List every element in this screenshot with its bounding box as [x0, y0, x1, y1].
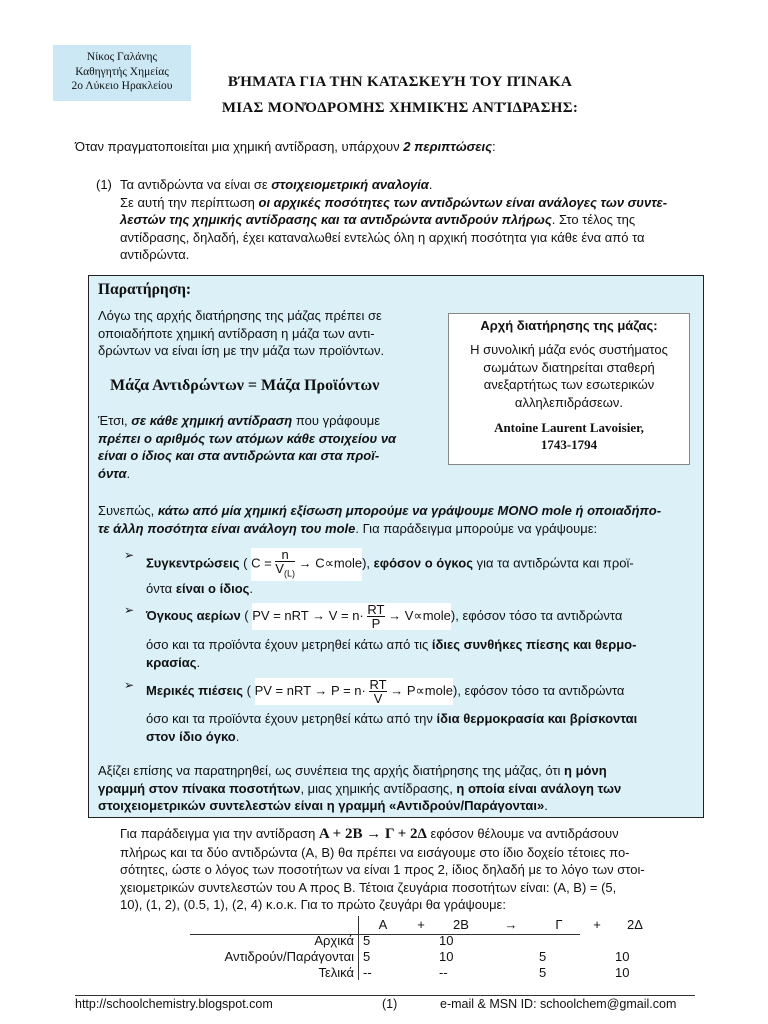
bullet-volumes: Όγκους αερίων ( PV = nRT → V = n· $\frac{RT}{P}$ → V∝mole), εφόσον τόσο τα αντιδρώντα	[146, 602, 623, 631]
table-header-cell: Α	[359, 916, 408, 932]
lavoisier-body: Η συνολική μάζα ενός συστήματος σωμάτων διατηρείται σταθερή ανεξαρτήτως των εσωτερικών αλληλεπιδράσεων.	[470, 342, 668, 410]
table-cell: 5	[539, 948, 547, 964]
table-cell: --	[439, 964, 448, 980]
table-cell: Τελικά	[318, 964, 354, 980]
table-cell: 10	[615, 948, 630, 964]
table-header-cell: +	[417, 916, 425, 932]
table-cell	[583, 964, 611, 980]
note-p3: Συνεπώς, κάτω από μία χημική εξίσωση μπορούμε να γράψουμε ΜΟΝΟ mole ή οποιαδήπο- τε άλλη ποσότητα είναι ανάλογη του mole. Για παράδειγμα μπορούμε να γράψουμε:	[98, 503, 662, 536]
formula-pressure: PV = nRT → P = n· $\frac{RT}{V}$ → P∝mole	[254, 677, 453, 706]
table-header-cell: Γ	[555, 916, 563, 932]
table-cell	[407, 948, 435, 964]
table-row	[190, 948, 659, 964]
author-name: Νίκος Γαλάνης	[86, 51, 158, 63]
table-cell: 10	[439, 948, 454, 964]
table-header-cell: +	[593, 916, 601, 932]
bullet-arrow-icon: ➢	[124, 548, 135, 562]
footer-divider	[75, 995, 695, 996]
table-cell: 5	[359, 948, 408, 964]
table-cell: 5	[539, 964, 547, 980]
formula-volume: PV = nRT → V = n· $\frac{RT}{P}$ → V∝mole	[252, 602, 451, 631]
author-box	[53, 45, 191, 101]
table-header-row	[190, 916, 659, 932]
lavoisier-heading: Αρχή διατήρησης της μάζας:	[480, 318, 658, 333]
case1-text: Τα αντιδρώντα να είναι σε στοιχειομετρική αναλογία. Σε αυτή την περίπτωση οι αρχικές ποσότητες των αντιδρώντων είναι ανάλογες των συντε- λεστών της χημικής αντίδρασης και τα αντιδρώντα αντιδρούν πλήρως. Στο τέλος της αντίδρασης, δηλαδή, έχει καταναλωθεί εντελώς όλη η αρχική ποσότητα για κάθε ένα από τα αντιδρώντα.	[120, 177, 668, 262]
table-cell	[583, 932, 611, 948]
lavoisier-box	[448, 313, 690, 465]
table-row	[190, 932, 659, 948]
table-cell	[487, 932, 535, 948]
bullet-concentrations-l2: όντα είναι ο ίδιος.	[146, 581, 254, 596]
table-cell	[407, 964, 435, 980]
table-row	[190, 964, 659, 980]
table-header-cell: 2Β	[453, 916, 469, 932]
example-paragraph: Για παράδειγμα για την αντίδραση Α + 2Β → Γ + 2Δ εφόσον θέλουμε να αντιδράσουν πλήρως και τα δύο αντιδρώντα (Α, Β) θα πρέπει να εισάγουμε στο ίδιο δοχείο τέτοιες πο- σότητες, ώστε ο λόγος των ποσοτήτων να είναι 1 προς 2, ίδιος δηλαδή με το λόγο των στοι- χειομετρικών συντελεστών του Α προς Β. Τέτοια ζευγάρια ποσοτήτων είναι: (Α, Β) = (5, 10), (1, 2), (0.5, 1), (2, 4) κ.ο.κ. Για το πρώτο ζευγάρι θα γράψουμε:	[120, 826, 645, 912]
table-cell: 5	[359, 932, 408, 948]
table-cell	[487, 948, 535, 964]
bullet-volumes-l2: όσο και τα προϊόντα έχουν μετρηθεί κάτω από τις ίδιες συνθήκες πίεσης και θερμο- κρασίας.	[146, 637, 637, 670]
table-cell	[487, 964, 535, 980]
intro-paragraph: Όταν πραγματοποιείται μια χημική αντίδραση, υπάρχουν 2 περιπτώσεις:	[75, 139, 496, 154]
table-cell	[583, 948, 611, 964]
bullet-pressures: Μερικές πιέσεις ( PV = nRT → P = n· $\frac{RT}{V}$ → P∝mole), εφόσον τόσο τα αντιδρώντα	[146, 677, 625, 706]
author-role: Καθηγητής Χημείας	[75, 65, 169, 78]
footer-url[interactable]: http://schoolchemistry.blogspot.com	[75, 997, 273, 1011]
table-cell	[407, 932, 435, 948]
table-header-cell	[190, 916, 359, 932]
table-cell: 10	[439, 932, 454, 948]
note-p4: Αξίζει επίσης να παρατηρηθεί, ως συνέπεια της αρχής διατήρησης της μάζας, ότι η μόνη γραμμή στον πίνακα ποσοτήτων, μιας χημικής αντίδρασης, η οποία είναι ανάλογη των στοιχειομετρικών συντελεστών είναι η γραμμή «Αντιδρούν/Παράγονται».	[98, 763, 622, 813]
bullet-arrow-icon: ➢	[124, 678, 135, 692]
lavoisier-author: Antoine Laurent Lavoisier, 1743-1794	[494, 420, 644, 452]
title-line-1: ΒΉΜΑΤΑ ΓΙΑ ΤΗΝ ΚΑΤΑΣΚΕΥΉ ΤΟΥ ΠΊΝΑΚΑ	[227, 74, 573, 90]
note-p2: Έτσι, σε κάθε χημική αντίδραση που γράφουμε πρέπει ο αριθμός των ατόμων κάθε στοιχείου να είναι ο ίδιος και στα αντιδρώντα και στα προϊ- όντα.	[98, 413, 397, 481]
table-header-cell: 2Δ	[627, 916, 643, 932]
case1-num: (1)	[96, 177, 112, 192]
bullet-concentrations: Συγκεντρώσεις ( C = $\frac{n}{V_{(L)}}$ → C∝mole), εφόσον ο όγκος για τα αντιδρώντα και προϊ-	[146, 547, 634, 579]
table-cell: Αντιδρούν/Παράγονται	[224, 948, 354, 964]
table-cell: Αρχικά	[314, 932, 354, 948]
mass-equation: Μάζα Αντιδρώντων = Μάζα Προϊόντων	[110, 377, 380, 394]
note-p1: Λόγω της αρχής διατήρησης της μάζας πρέπει σε οποιαδήποτε χημική αντίδραση η μάζα των αντι- δρώντων να είναι ίση με την μάζα των προϊόντων.	[98, 308, 385, 358]
bullet-pressures-l2: όσο και τα προϊόντα έχουν μετρηθεί κάτω από την ίδια θερμοκρασία και βρίσκονται στον ίδιο όγκο.	[146, 711, 638, 744]
footer-email[interactable]: e-mail & MSN ID: schoolchem@gmail.com	[440, 997, 677, 1011]
title-line-2: ΜΙΑΣ ΜΟΝΌΔΡΟΜΗΣ ΧΗΜΙΚΉΣ ΑΝΤΊΔΡΑΣΗΣ:	[221, 100, 579, 116]
table-header-cell: →	[504, 916, 518, 932]
amounts-table	[190, 916, 659, 980]
table-cell: --	[359, 964, 408, 980]
footer-page-number: (1)	[382, 997, 398, 1011]
bullet-arrow-icon: ➢	[124, 603, 135, 617]
table-cell: 10	[615, 964, 630, 980]
author-school: 2ο Λύκειο Ηρακλείου	[71, 80, 173, 92]
table-cell	[611, 932, 659, 948]
table-cell	[535, 932, 583, 948]
note-heading: Παρατήρηση:	[98, 281, 192, 298]
formula-concentration: C = $\frac{n}{V_{(L)}}$ → C∝mole	[251, 547, 363, 579]
